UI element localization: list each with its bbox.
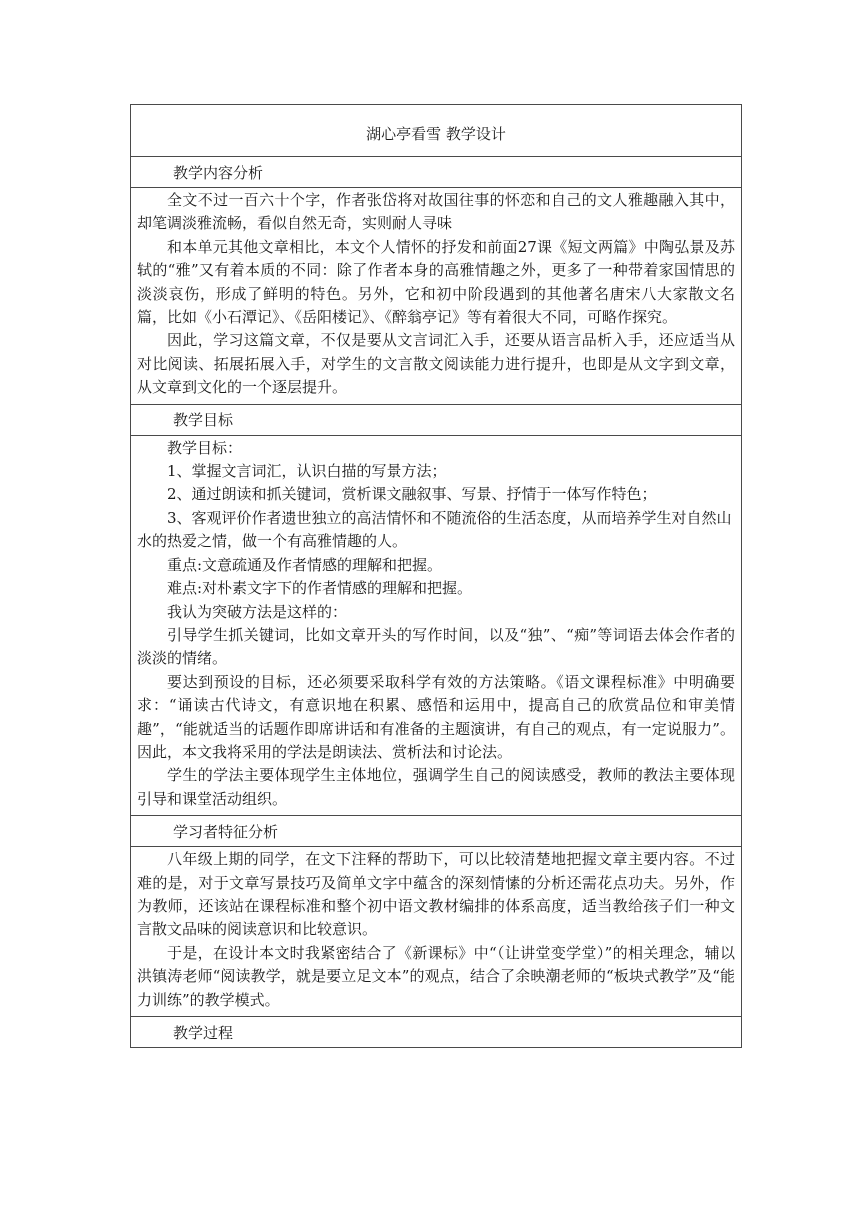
paragraph: 引导学生抓关键词，比如文章开头的写作时间，以及“独”、“痴”等词语去体会作者的淡淡的情绪。 [137, 625, 735, 668]
section-heading-row [131, 816, 742, 847]
goal-item: 1、掌握文言词汇，认识白描的写景方法； [167, 462, 447, 481]
paragraph: 学生的学法主要体现学生主体地位，强调学生自己的阅读感受，教师的教法主要体现引导和课堂活动组织。 [137, 766, 735, 808]
section-heading-learner-analysis: 学习者特征分析 [131, 816, 742, 847]
section-heading-content-analysis: 教学内容分析 [131, 157, 742, 188]
paragraph: 要达到预设的目标，还必须要采取科学有效的方法策略。《语文课程标准》中明确要求：“诵读古代诗文，有意识地在积累、感悟和运用中，提高自己的欣赏品位和审美情趣”，“能就适当的话题作即席讲话和有准备的主题演讲，有自己的观点，有一定说服力”。因此，本文我将采用的学法是朗读法、赏析法和讨论法。 [137, 672, 735, 761]
section-body-learner-analysis [131, 847, 742, 1017]
section-body-row [131, 435, 742, 816]
paragraph: 我认为突破方法是这样的： [167, 602, 348, 621]
paragraph: 全文不过一百六十个字，作者张岱将对故国往事的怀恋和自己的文人雅趣融入其中，却笔调淡雅流畅，看似自然无奇，实则耐人寻味 [137, 191, 735, 233]
section-heading-row [131, 157, 742, 188]
difficulty-point: 难点:对朴素文字下的作者情感的理解和把握。 [167, 579, 473, 598]
key-point: 重点:文意疏通及作者情感的理解和把握。 [167, 555, 443, 574]
section-body-row [131, 847, 742, 1017]
section-heading-row [131, 404, 742, 435]
section-heading-objectives: 教学目标 [131, 404, 742, 435]
section-heading-teaching-process: 教学过程 [131, 1017, 742, 1048]
goal-item: 2、通过朗读和抓关键词，赏析课文融叙事、写景、抒情于一体写作特色； [167, 485, 657, 504]
section-body-row [131, 188, 742, 405]
paragraph: 八年级上期的同学，在文下注释的帮助下，可以比较清楚地把握文章主要内容。不过难的是，对于文章写景技巧及简单文字中蕴含的深刻情愫的分析还需花点功夫。另外，作为教师，还该站在课程标准和整个初中语文教材编排的体系高度，适当教给孩子们一种文言散文品味的阅读意识和比较意识。 [137, 850, 735, 939]
paragraph: 和本单元其他文章相比，本文个人情怀的抒发和前面27课《短文两篇》中陶弘景及苏轼的“雅”又有着本质的不同：除了作者本身的高雅情趣之外，更多了一种带着家国情思的淡淡哀伤，形成了鲜明的特色。另外，它和初中阶段遇到的其他著名唐宋八大家散文名篇，比如《小石潭记》、《岳阳楼记》、《醉翁亭记》等有着很大不同，可略作探究。 [137, 237, 735, 327]
document-title: 湖心亭看雪 教学设计 [131, 105, 742, 157]
lesson-plan-table [130, 104, 742, 1048]
objectives-intro: 教学目标： [167, 438, 243, 457]
paragraph: 于是，在设计本文时我紧密结合了《新课标》中“（让讲堂变学堂）”的相关理念，辅以洪镇涛老师“阅读教学，就是要立足文本”的观点，结合了余映潮老师的“板块式教学”及“能力训练”的教学模式。 [137, 943, 735, 1009]
section-heading-row [131, 1017, 742, 1048]
section-body-objectives [131, 435, 742, 816]
paragraph: 因此，学习这篇文章，不仅是要从文言词汇入手，还要从语言品析入手，还应适当从对比阅读、拓展拓展入手，对学生的文言散文阅读能力进行提升，也即是从文字到文章，从文章到文化的一个逐层提升。 [137, 331, 735, 397]
goal-item: 3、客观评价作者遗世独立的高洁情怀和不随流俗的生活态度，从而培养学生对自然山水的热爱之情，做一个有高雅情趣的人。 [137, 508, 732, 551]
title-row [131, 105, 742, 157]
section-body-content-analysis [131, 188, 742, 405]
